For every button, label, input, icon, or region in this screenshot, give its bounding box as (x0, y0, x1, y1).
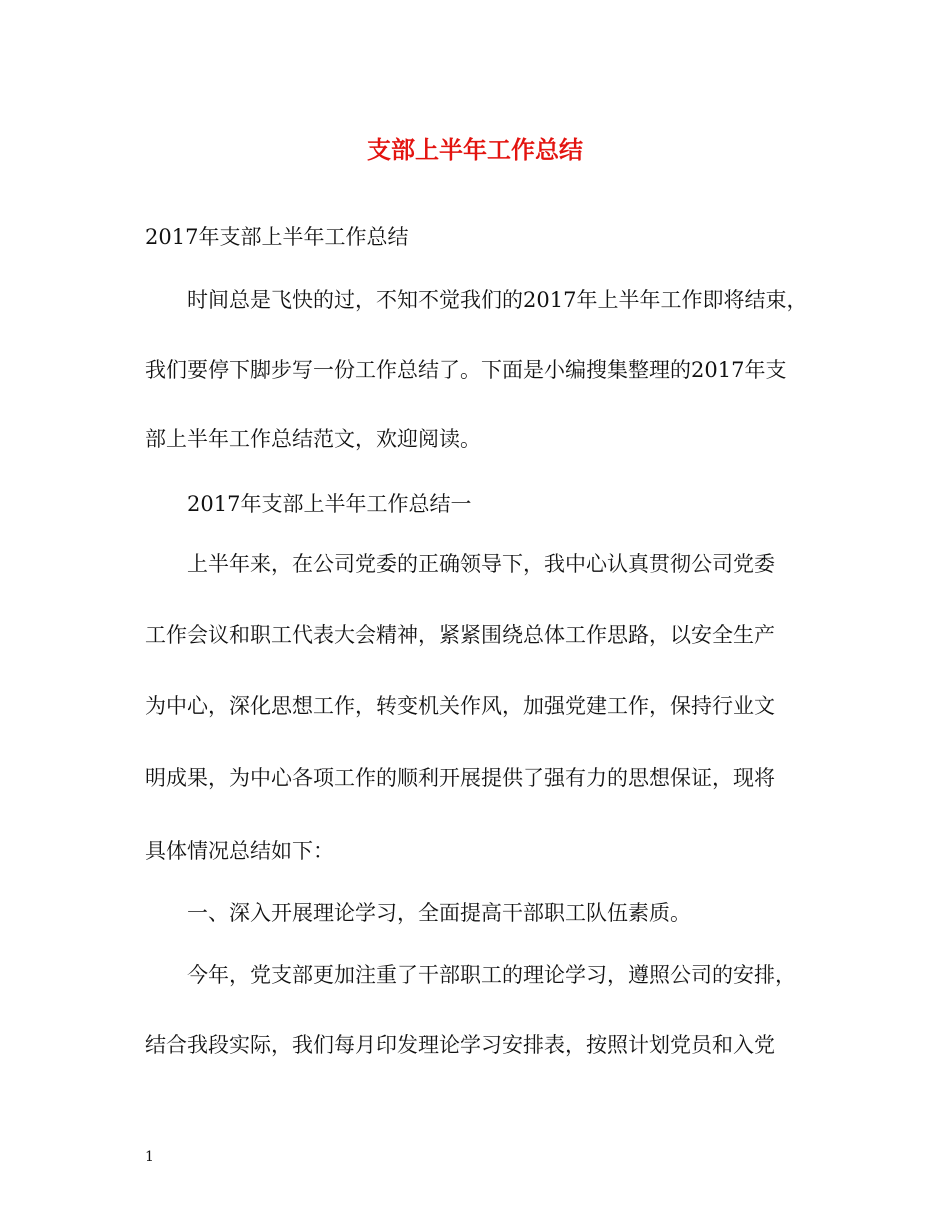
body-line: 上半年来，在公司党委的正确领导下，我中心认真贯彻公司党委 (187, 552, 775, 576)
body-line: 部上半年工作总结范文，欢迎阅读。 (145, 427, 481, 451)
page-number: 1 (145, 1149, 154, 1165)
body-line: 我们要停下脚步写一份工作总结了。下面是小编搜集整理的2017年支 (145, 358, 787, 382)
body-line: 今年，党支部更加注重了干部职工的理论学习，遵照公司的安排， (187, 963, 796, 987)
body-line: 时间总是飞快的过，不知不觉我们的2017年上半年工作即将结束， (187, 288, 808, 312)
body-line: 具体情况总结如下： (145, 839, 334, 863)
subtitle-line: 2017年支部上半年工作总结 (145, 225, 409, 249)
body-line: 工作会议和职工代表大会精神，紧紧围绕总体工作思路，以安全生产 (145, 623, 775, 647)
body-line: 明成果，为中心各项工作的顺利开展提供了强有力的思想保证，现将 (145, 766, 775, 790)
document-title: 支部上半年工作总结 (367, 135, 583, 164)
body-line: 为中心，深化思想工作，转变机关作风，加强党建工作，保持行业文 (145, 694, 775, 718)
section-heading: 2017年支部上半年工作总结一 (187, 492, 472, 516)
body-line: 结合我段实际，我们每月印发理论学习安排表，按照计划党员和入党 (145, 1033, 775, 1057)
section-heading: 一、深入开展理论学习，全面提高干部职工队伍素质。 (187, 901, 691, 925)
